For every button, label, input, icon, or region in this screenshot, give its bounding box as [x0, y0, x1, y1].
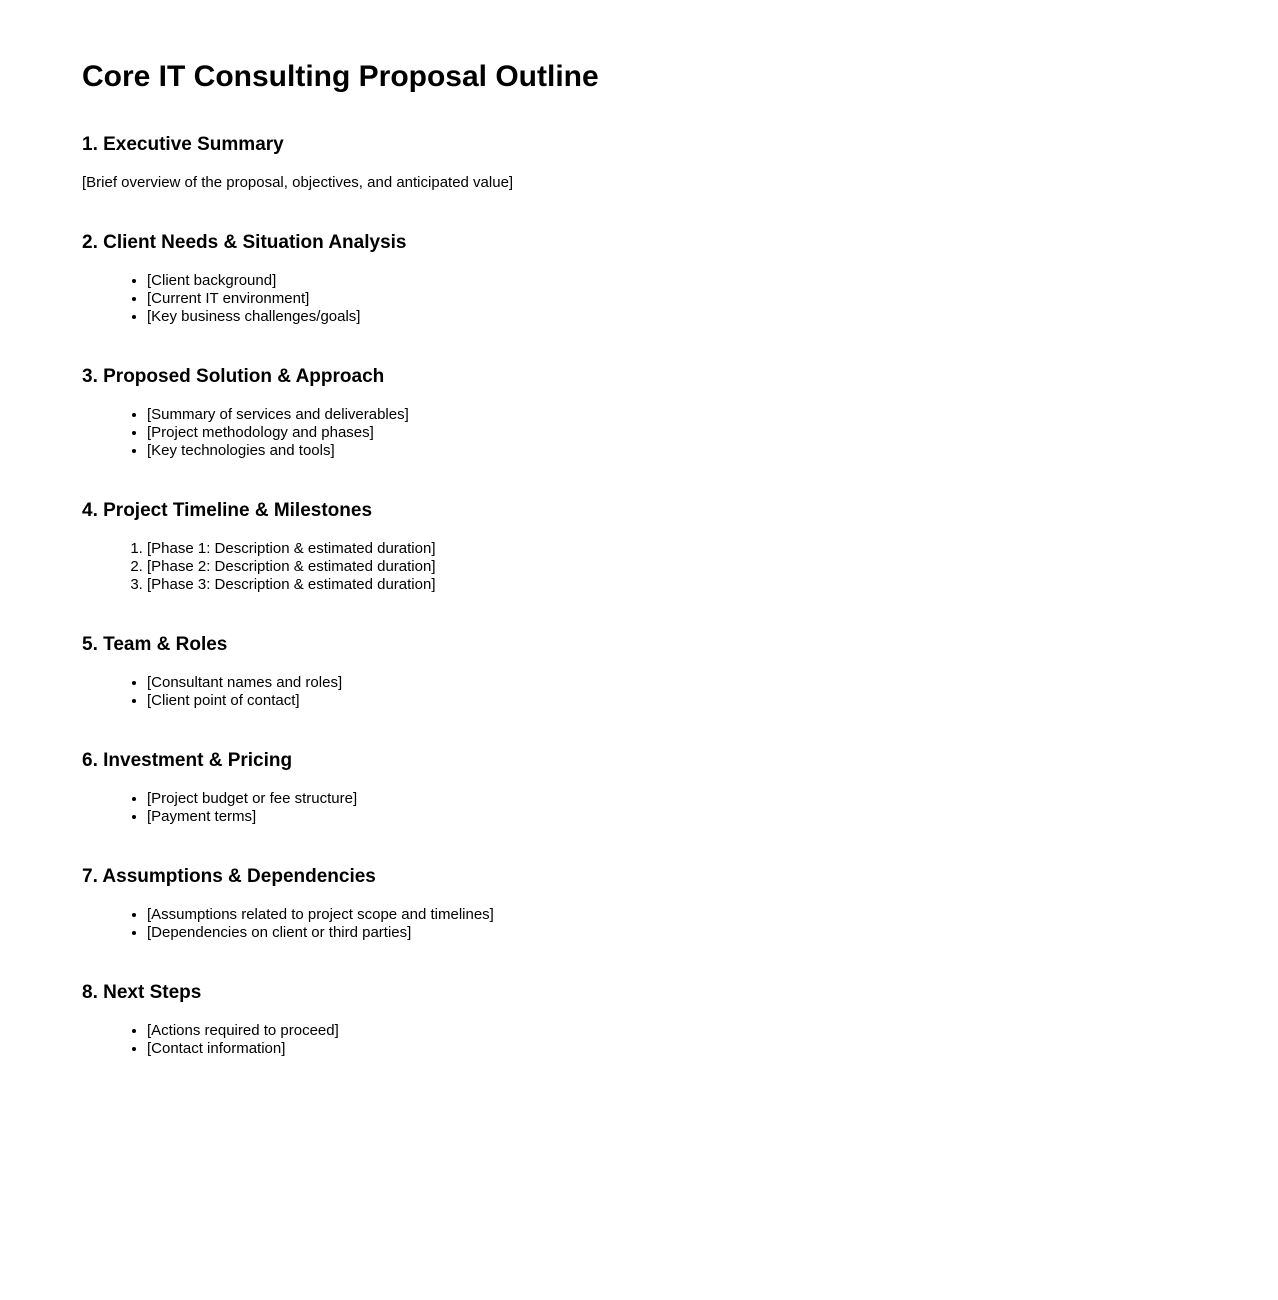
- list-item: • [Key technologies and tools]: [147, 442, 1196, 460]
- section-heading: 1. Executive Summary: [82, 134, 284, 155]
- document-sections: [82, 134, 1196, 1058]
- list-item: • [Contact information]: [147, 1040, 1196, 1058]
- list-item: 1. [Phase 1: Description & estimated duration]: [147, 540, 1196, 558]
- document-title: Core IT Consulting Proposal Outline: [82, 60, 599, 93]
- section-paragraph: [Brief overview of the proposal, objectives, and anticipated value]: [82, 174, 514, 191]
- section-heading: 8. Next Steps: [82, 982, 202, 1003]
- list-item: 2. [Phase 2: Description & estimated duration]: [147, 558, 1196, 576]
- section-heading: 7. Assumptions & Dependencies: [82, 866, 376, 887]
- bullet-list: [82, 1022, 1196, 1058]
- section-heading: 5. Team & Roles: [82, 634, 228, 655]
- list-item: 3. [Phase 3: Description & estimated duration]: [147, 576, 1196, 594]
- list-item: • [Project methodology and phases]: [147, 424, 1196, 442]
- bullet-list: [82, 790, 1196, 826]
- section-heading: 6. Investment & Pricing: [82, 750, 293, 771]
- list-item: • [Summary of services and deliverables]: [147, 406, 1196, 424]
- bullet-list: [82, 406, 1196, 460]
- section-heading: 4. Project Timeline & Milestones: [82, 500, 373, 521]
- section-heading: 3. Proposed Solution & Approach: [82, 366, 385, 387]
- bullet-list: [82, 906, 1196, 942]
- list-item: • [Consultant names and roles]: [147, 674, 1196, 692]
- list-item: • [Current IT environment]: [147, 290, 1196, 308]
- bullet-list: [82, 272, 1196, 326]
- numbered-list: [82, 540, 1196, 594]
- list-item: • [Client background]: [147, 272, 1196, 290]
- list-item: • [Key business challenges/goals]: [147, 308, 1196, 326]
- list-item: • [Payment terms]: [147, 808, 1196, 826]
- list-item: • [Dependencies on client or third parties]: [147, 924, 1196, 942]
- list-item: • [Client point of contact]: [147, 692, 1196, 710]
- list-item: • [Assumptions related to project scope and timelines]: [147, 906, 1196, 924]
- list-item: • [Actions required to proceed]: [147, 1022, 1196, 1040]
- list-item: • [Project budget or fee structure]: [147, 790, 1196, 808]
- bullet-list: [82, 674, 1196, 710]
- section-heading: 2. Client Needs & Situation Analysis: [82, 232, 407, 253]
